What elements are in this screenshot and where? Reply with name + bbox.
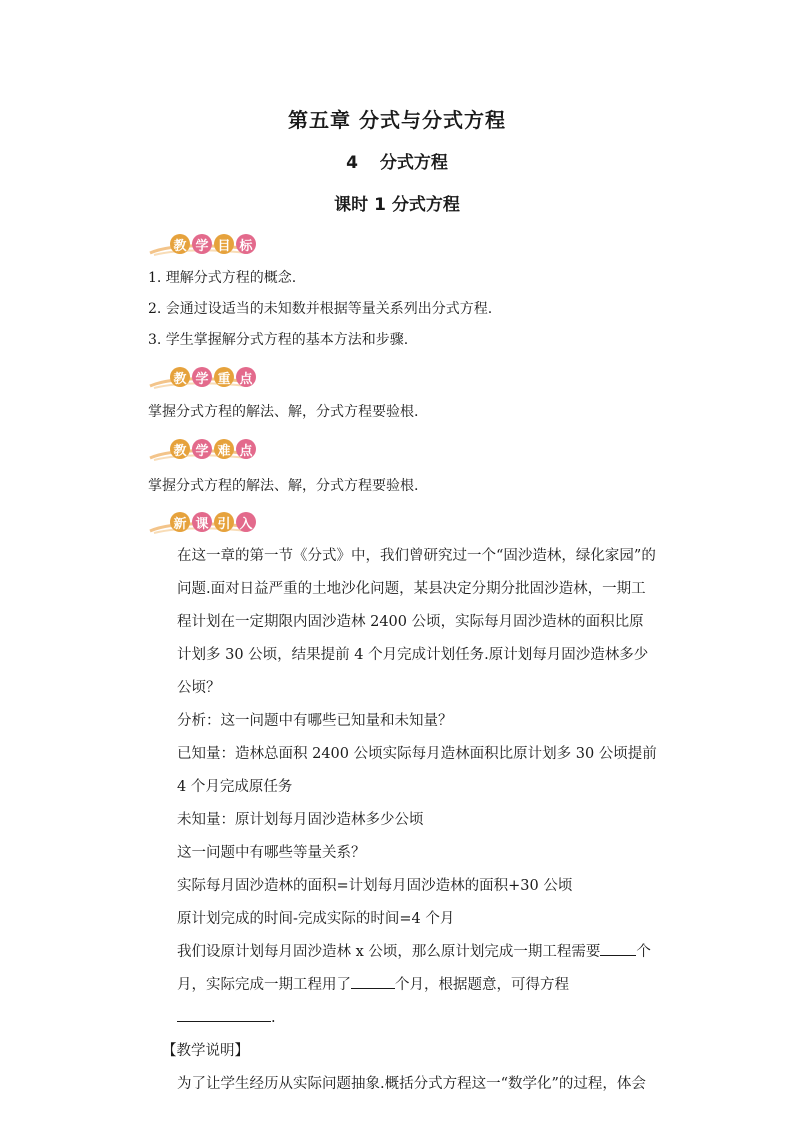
relation-2: 原计划完成的时间-完成实际的时间=4 个月: [177, 911, 455, 927]
answer-blank-2: [351, 972, 395, 989]
badge-char: 学: [192, 234, 212, 254]
unknown-quantity: 未知量：原计划每月固沙造林多少公顷: [177, 812, 424, 828]
key-points-text: 掌握分式方程的解法、解，分式方程要验根.: [148, 404, 419, 420]
badge-char: 新: [170, 512, 190, 532]
badge-char: 难: [214, 439, 234, 459]
badge-char: 教: [170, 234, 190, 254]
relation-1: 实际每月固沙造林的面积=计划每月固沙造林的面积+30 公顷: [177, 878, 573, 894]
difficulties-badge: [148, 436, 253, 462]
intro-paragraph: 在这一章的第一节《分式》中，我们曾研究过一个“固沙造林，绿化家园”的问题.面对日益严重的土地沙化问题，某县决定分期分批固沙造林，一期工程计划在一定期限内固沙造林 2400 公顷，实际每月固沙造林的面积比原计划多 30 公顷，结果提前 4 个月完成计划任务.原计划每月固沙造林多少公顷？: [177, 548, 656, 696]
section-title: [0, 148, 794, 173]
teaching-note-header: 【教学说明】: [162, 1043, 249, 1059]
intro-badge: [148, 509, 253, 535]
chapter-title: 第五章 分式与分式方程: [288, 108, 506, 132]
relations-question: 这一问题中有哪些等量关系？: [177, 845, 366, 861]
badge-char: 重: [214, 367, 234, 387]
objective-item: 1. 理解分式方程的概念.: [148, 270, 297, 286]
badge-char: 学: [192, 367, 212, 387]
setup-part-1: 我们设原计划每月固沙造林 x 公顷，那么原计划完成一期工程需要: [177, 944, 601, 960]
setup-paragraph: [148, 936, 658, 1035]
objective-item: 3. 学生掌握解分式方程的基本方法和步骤.: [148, 332, 409, 348]
badge-char: 引: [214, 512, 234, 532]
teaching-note-text: 为了让学生经历从实际问题抽象.概括分式方程这一“数学化”的过程，体会: [177, 1076, 646, 1092]
body-text: [148, 540, 658, 1101]
known-quantities: 已知量：造林总面积 2400 公顷实际每月造林面积比原计划多 30 公顷提前 4 个月完成原任务: [177, 746, 657, 795]
section-name: 分式方程: [379, 153, 448, 173]
answer-blank-3: [177, 1005, 271, 1022]
section-number: 4: [346, 153, 358, 173]
badge-char: 标: [236, 234, 256, 254]
key-points-badge: [148, 364, 253, 390]
objectives-badge: [148, 231, 253, 257]
badge-char: 入: [236, 512, 256, 532]
badge-char: 教: [170, 367, 190, 387]
analysis-line: 分析：这一问题中有哪些已知量和未知量？: [177, 713, 453, 729]
badge-char: 目: [214, 234, 234, 254]
answer-blank-1: [600, 939, 636, 956]
badge-char: 点: [236, 367, 256, 387]
objective-item: 2. 会通过设适当的未知数并根据等量关系列出分式方程.: [148, 301, 493, 317]
lesson-title: 课时 1 分式方程: [334, 195, 460, 215]
badge-char: 教: [170, 439, 190, 459]
badge-char: 点: [236, 439, 256, 459]
setup-part-2: 个月，实际完成一期工程用了: [177, 944, 651, 993]
difficulties-text: 掌握分式方程的解法、解，分式方程要验根.: [148, 478, 419, 494]
badge-char: 课: [192, 512, 212, 532]
badge-char: 学: [192, 439, 212, 459]
setup-end: .: [271, 1010, 276, 1026]
setup-part-3: 个月，根据题意，可得方程: [395, 977, 569, 993]
